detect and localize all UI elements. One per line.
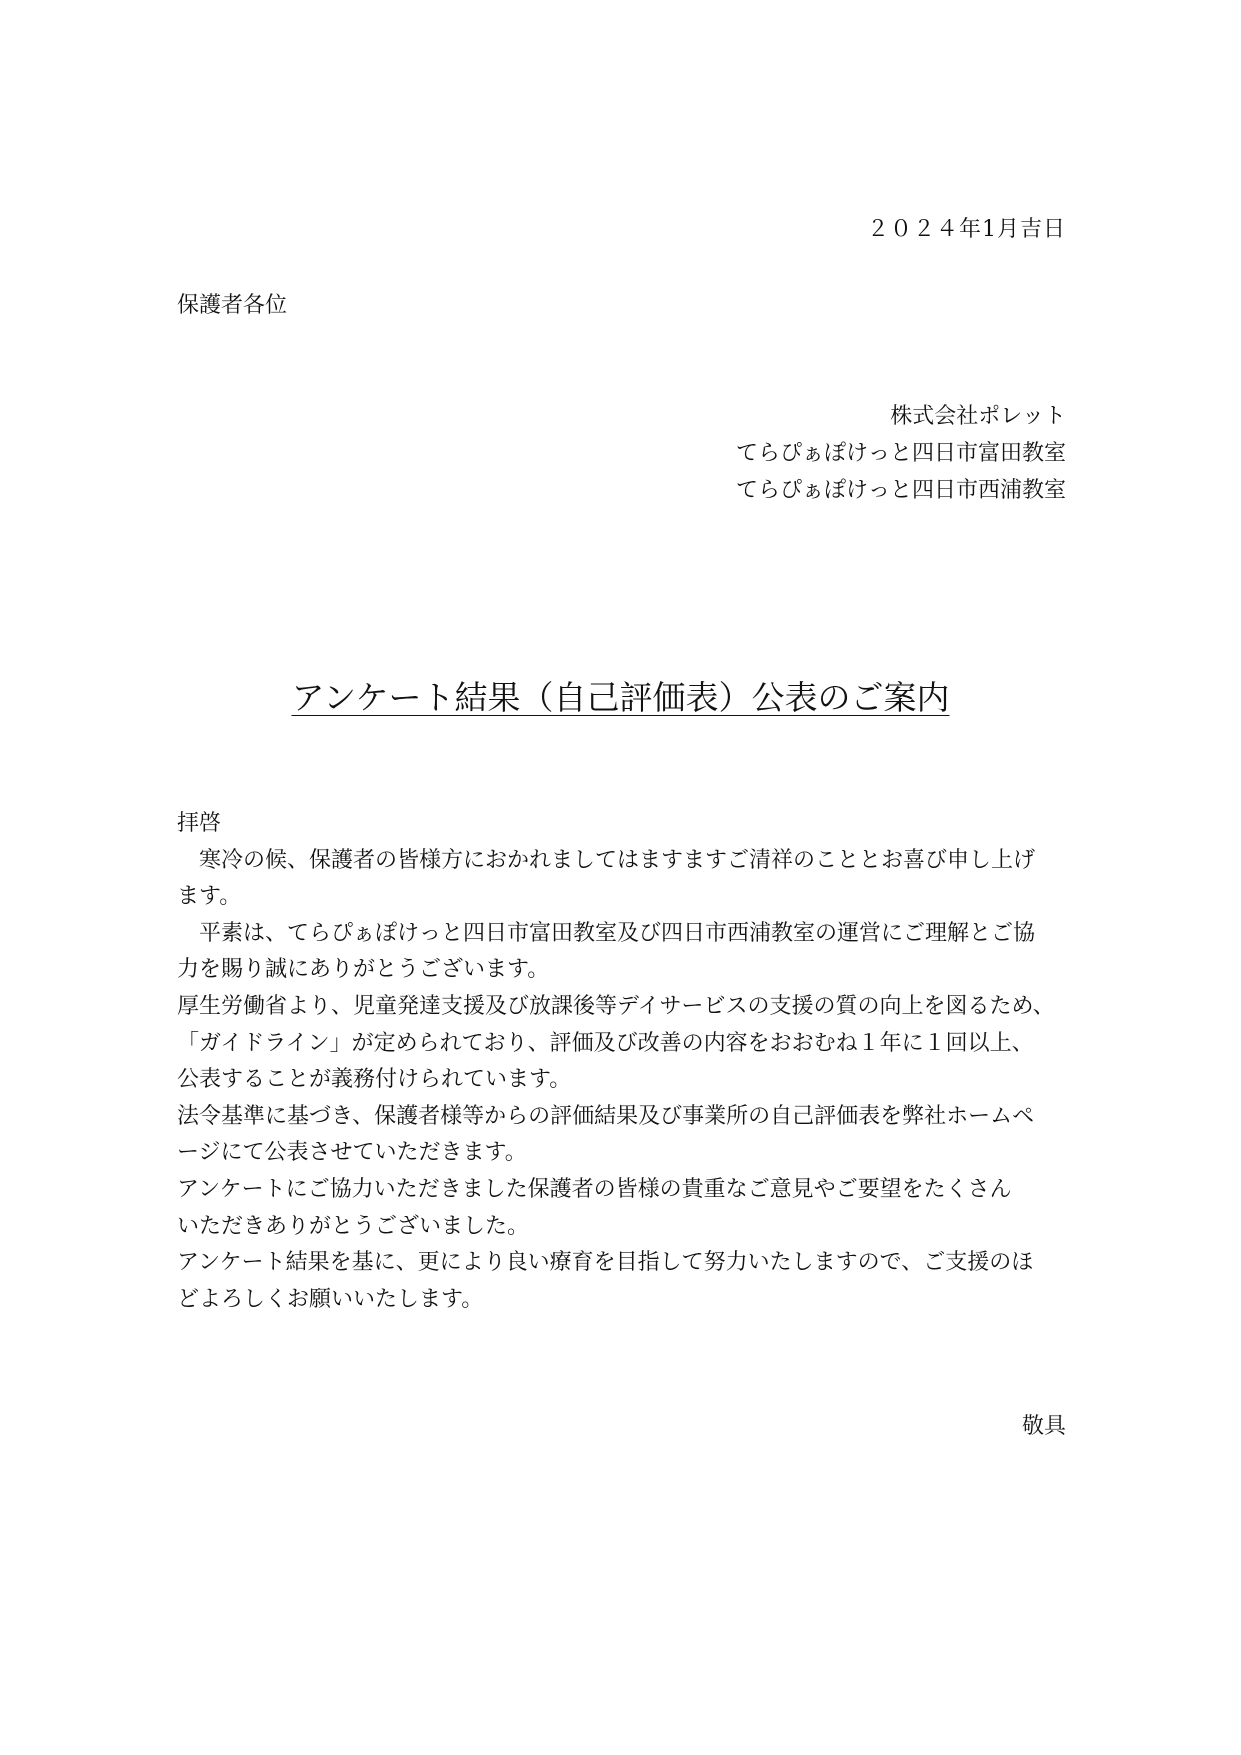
sender-office-tomida: てらぴぁぽけっと四日市富田教室	[735, 441, 1066, 466]
body-line: 寒冷の候、保護者の皆様方におかれましてはますますご清祥のこととお喜び申し上げ	[177, 847, 1036, 873]
body-line: 平素は、てらぴぁぽけっと四日市富田教室及び四日市西浦教室の運営にご理解とご協	[177, 920, 1036, 946]
body-line: 力を賜り誠にありがとうございます。	[177, 957, 550, 983]
body-line: アンケート結果を基に、更により良い療育を目指して努力いたしますので、ご支援のほ	[177, 1250, 1034, 1276]
sender-company: 株式会社ポレット	[890, 404, 1066, 429]
recipient: 保護者各位	[177, 293, 288, 318]
sender-office-nishiura: てらぴぁぽけっと四日市西浦教室	[735, 478, 1066, 503]
letter-body	[177, 806, 1069, 1318]
closing-salutation: 敬具	[1021, 1414, 1066, 1439]
body-line: 公表することが義務付けられています。	[177, 1067, 572, 1093]
body-line: 厚生労働省より、児童発達支援及び放課後等デイサービスの支援の質の向上を図るため、	[177, 993, 1055, 1019]
letter-date: ２０２４年1月吉日	[867, 217, 1066, 242]
document-title	[0, 672, 1241, 719]
body-line: 「ガイドライン」が定められており、評価及び改善の内容をおおむね１年に１回以上、	[177, 1030, 1034, 1056]
sender-block	[736, 398, 1066, 509]
opening-salutation: 拝啓	[177, 811, 222, 836]
body-line: ます。	[177, 884, 242, 910]
body-line: どよろしくお願いいたします。	[177, 1286, 484, 1312]
body-line: いただきありがとうございました。	[177, 1213, 530, 1239]
document-title-text: アンケート結果（自己評価表）公表のご案内	[291, 678, 950, 717]
body-line: 法令基準に基づき、保護者様等からの評価結果及び事業所の自己評価表を弊社ホームペ	[177, 1103, 1035, 1129]
body-line: ージにて公表させていただきます。	[177, 1140, 527, 1166]
body-line: アンケートにご協力いただきました保護者の皆様の貴重なご意見やご要望をたくさん	[177, 1176, 1012, 1202]
